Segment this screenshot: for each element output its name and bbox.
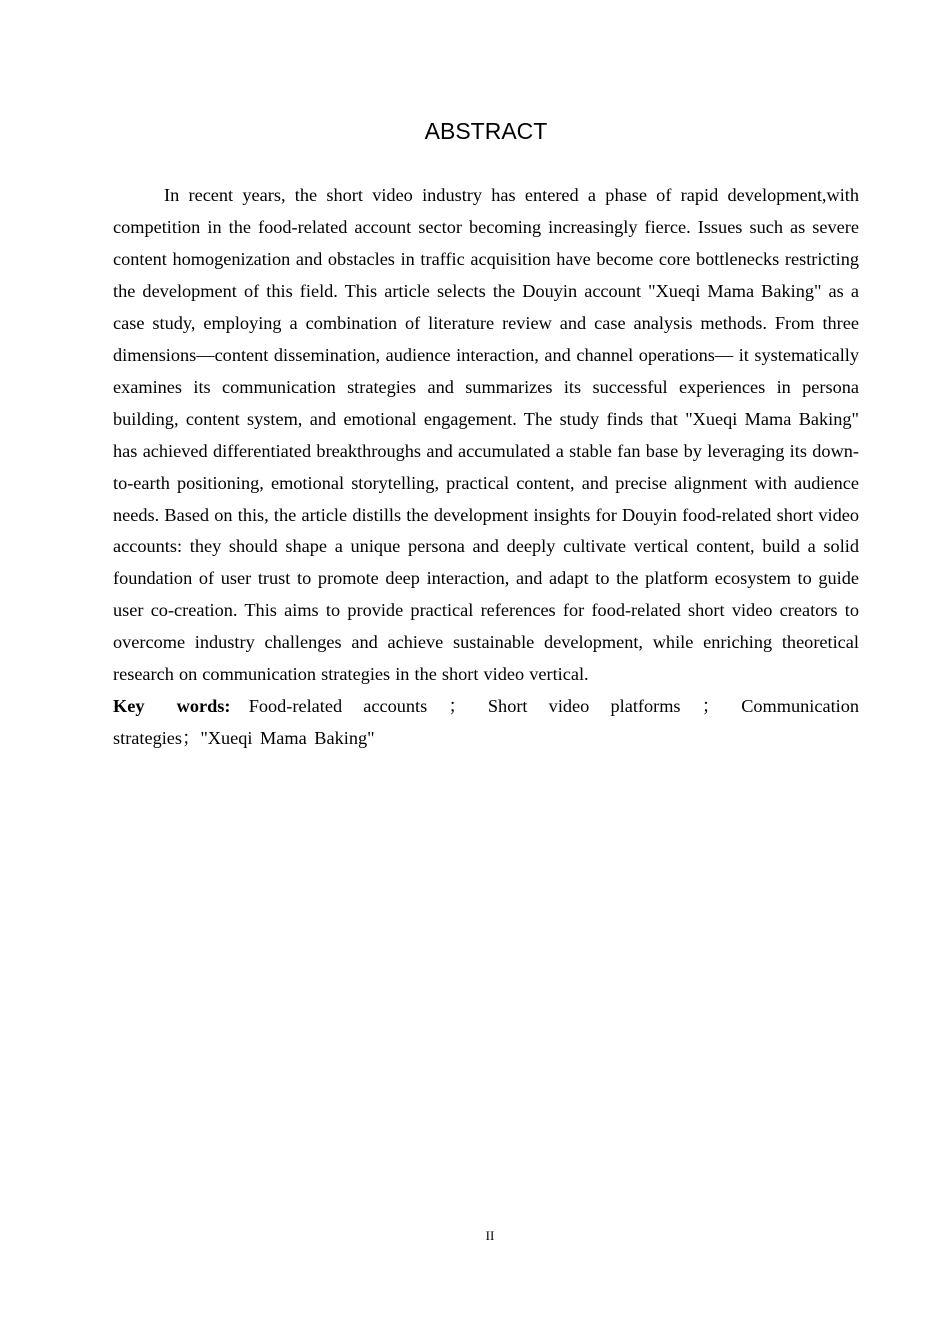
abstract-body: In recent years, the short video industry has entered a phase of rapid development,with competition in the food-related account sector becoming increasingly fierce. Issues such as severe content homogenization and obstacles in traffic acquisition have become core bottlenecks restricting the development of this field. This article selects the Douyin account "Xueqi Mama Baking" as a case study, employing a combination of literature review and case analysis methods. From three dimensions—content dissemination, audience interaction, and channel operations— it systematically examines its communication strategies and summarizes its successful experiences in persona building, content system, and emotional engagement. The study finds that "Xueqi Mama Baking" has achieved differentiated breakthroughs and accumulated a stable fan base by leveraging its down-to-earth positioning, emotional storytelling, practical content, and precise alignment with audience needs. Based on this, the article distills the development insights for Douyin food-related short video accounts: they should shape a unique persona and deeply cultivate vertical content, build a solid foundation of user trust to promote deep interaction, and adapt to the platform ecosystem to guide user co-creation. This aims to provide practical references for food-related short video creators to overcome industry challenges and achieve sustainable development, while enriching theoretical research on communication strategies in the short video vertical. [113, 185, 859, 685]
abstract-content [113, 180, 859, 755]
abstract-title: ABSTRACT [424, 118, 548, 144]
keywords-paragraph [113, 691, 859, 755]
page-number: II [485, 1228, 495, 1243]
keywords-text: Food-related accounts ； Short video platforms ； Communication strategies；"Xueqi Mama Baking" [113, 696, 860, 749]
keywords-label: Key words: [113, 696, 231, 717]
